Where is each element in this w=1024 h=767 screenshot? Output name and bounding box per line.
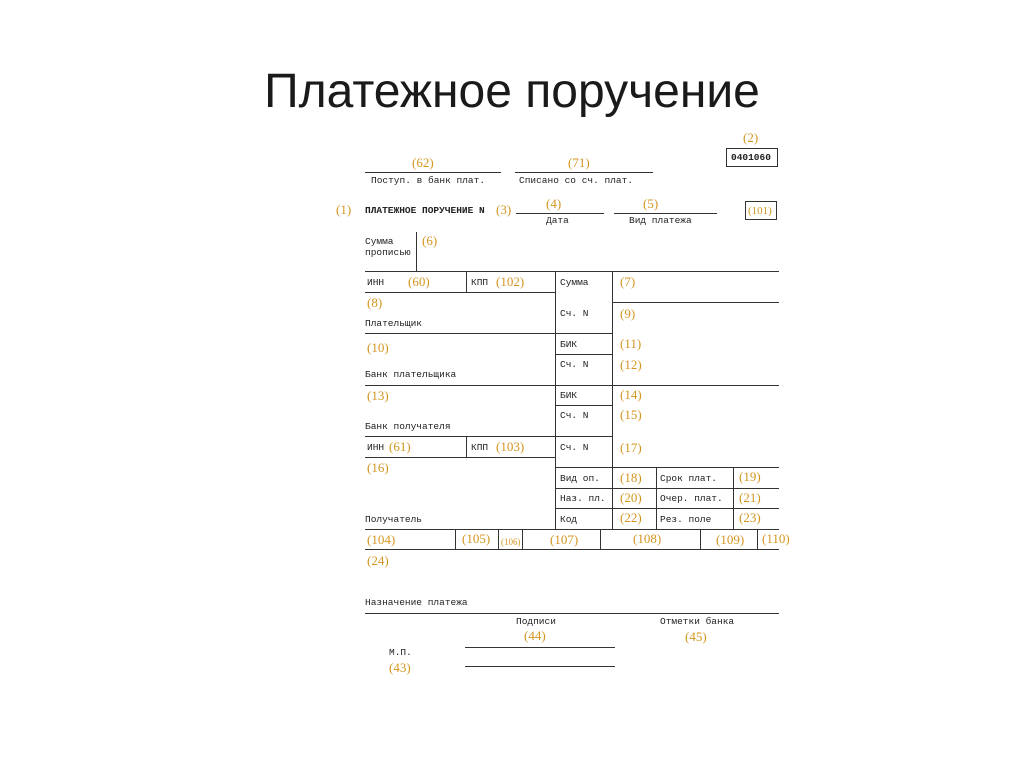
payment-term-label: Срок плат. <box>660 473 718 484</box>
recipient-bank-account-label: Сч. N <box>560 410 589 421</box>
recipient-kpp-label: КПП <box>471 442 489 453</box>
payer-kpp-label: КПП <box>471 277 489 288</box>
field-110: (110) <box>762 531 790 546</box>
field-104: (104) <box>367 532 396 547</box>
reserve-field-label: Рез. поле <box>660 514 712 525</box>
payer-account-label: Сч. N <box>560 308 589 319</box>
amount-words-label-2: прописью <box>365 247 411 258</box>
field-13: (13) <box>367 388 389 403</box>
field-10: (10) <box>367 340 389 355</box>
bank-marks-label: Отметки банка <box>660 616 735 627</box>
payment-type-label: Вид платежа <box>629 215 692 226</box>
received-label: Поступ. в банк плат. <box>371 175 486 186</box>
recipient-label: Получатель <box>365 514 423 525</box>
payer-label: Плательщик <box>365 318 423 329</box>
field-45: (45) <box>685 629 707 644</box>
field-19: (19) <box>739 469 761 484</box>
field-105: (105) <box>462 531 491 546</box>
purpose-code-label: Наз. пл. <box>560 493 606 504</box>
field-107: (107) <box>550 532 579 547</box>
field-20: (20) <box>620 490 642 505</box>
recipient-bank-bik-label: БИК <box>560 390 578 401</box>
payer-bank-bik-label: БИК <box>560 339 578 350</box>
field-24: (24) <box>367 553 389 568</box>
field-44: (44) <box>524 628 546 643</box>
field-61: (61) <box>389 439 411 454</box>
field-101: (101) <box>748 205 772 217</box>
field-71: (71) <box>568 155 590 170</box>
date-label: Дата <box>546 215 569 226</box>
form-code: 0401060 <box>731 152 771 163</box>
field-60: (60) <box>408 274 430 289</box>
field-108: (108) <box>633 531 662 546</box>
field-6: (6) <box>422 233 438 248</box>
payer-bank-label: Банк плательщика <box>365 369 457 380</box>
order-title: ПЛАТЕЖНОЕ ПОРУЧЕНИЕ N <box>365 205 485 216</box>
recipient-account-label: Сч. N <box>560 442 589 453</box>
field-109: (109) <box>716 532 745 547</box>
recipient-inn-label: ИНН <box>367 442 385 453</box>
field-8: (8) <box>367 295 383 310</box>
field-2: (2) <box>743 130 759 145</box>
field-7: (7) <box>620 274 636 289</box>
op-type-label: Вид оп. <box>560 473 600 484</box>
field-15: (15) <box>620 407 642 422</box>
field-23: (23) <box>739 510 761 525</box>
slide-title: Платежное поручение <box>264 65 760 118</box>
field-16: (16) <box>367 460 389 475</box>
field-9: (9) <box>620 306 636 321</box>
field-4: (4) <box>546 196 562 211</box>
field-18: (18) <box>620 470 642 485</box>
code-label: Код <box>560 514 578 525</box>
field-17: (17) <box>620 440 642 455</box>
payer-inn-label: ИНН <box>367 277 385 288</box>
purpose-label: Назначение платежа <box>365 597 468 608</box>
field-22: (22) <box>620 510 642 525</box>
field-14: (14) <box>620 387 642 402</box>
field-43: (43) <box>389 660 411 675</box>
recipient-bank-label: Банк получателя <box>365 421 451 432</box>
amount-label: Сумма <box>560 277 589 288</box>
field-5: (5) <box>643 196 659 211</box>
field-62: (62) <box>412 155 434 170</box>
field-106: (106) <box>501 537 521 547</box>
debited-label: Списано со сч. плат. <box>519 175 634 186</box>
field-102: (102) <box>496 274 525 289</box>
amount-words-label-1: Сумма <box>365 236 394 247</box>
field-21: (21) <box>739 490 761 505</box>
field-11: (11) <box>620 336 642 351</box>
field-12: (12) <box>620 357 642 372</box>
priority-label: Очер. плат. <box>660 493 723 504</box>
field-103: (103) <box>496 439 525 454</box>
field-3: (3) <box>496 202 512 217</box>
stamp-label: М.П. <box>389 647 412 658</box>
payer-bank-account-label: Сч. N <box>560 359 589 370</box>
field-1: (1) <box>336 202 352 217</box>
signatures-label: Подписи <box>516 616 556 627</box>
